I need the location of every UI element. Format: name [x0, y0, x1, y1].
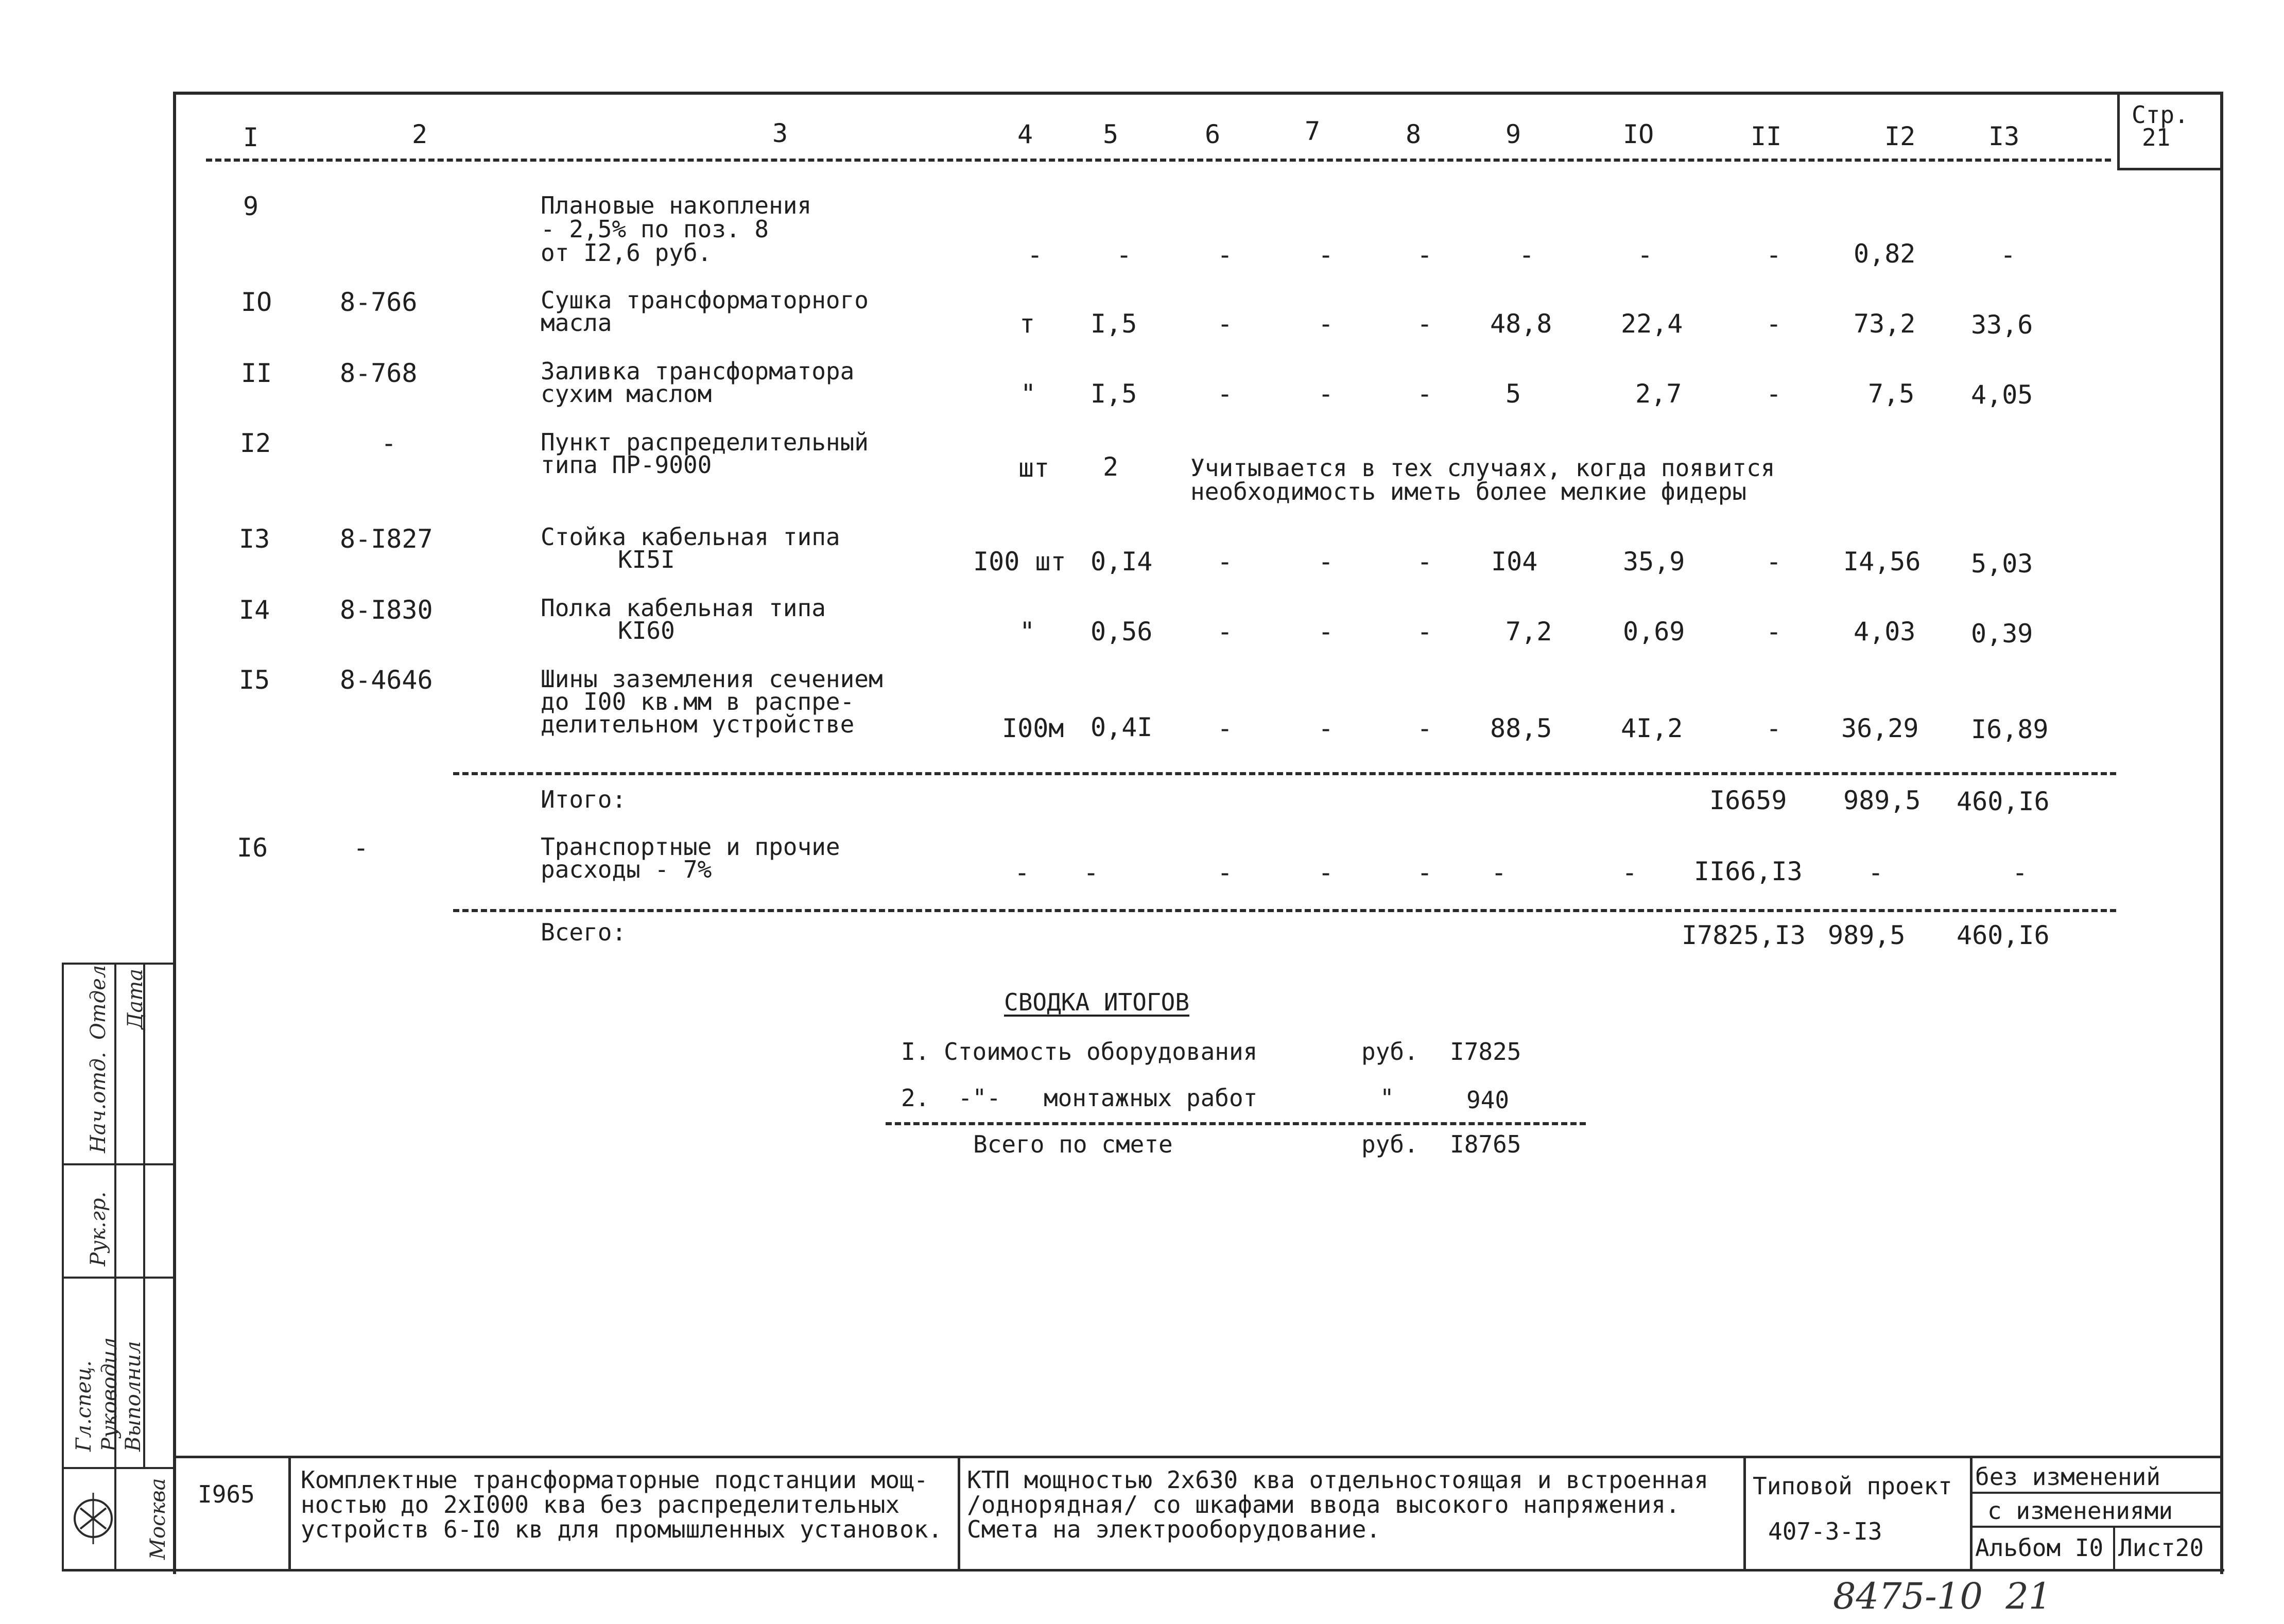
side-label: Отдел	[86, 965, 110, 1040]
cell-col10: 4I,2	[1621, 713, 1683, 743]
cell-unit: I00м	[1002, 713, 1064, 743]
cell-col8: -	[1417, 379, 1433, 409]
row-name-line: до I00 кв.мм в распре-	[541, 688, 855, 715]
row-name-line: Стойка кабельная типа	[541, 523, 840, 551]
cell-dash: -	[1491, 858, 1507, 887]
cell-col9: I04	[1491, 547, 1538, 577]
frame-right	[2220, 92, 2223, 1574]
row-note-line: Учитывается в тех случаях, когда появится	[1190, 454, 1775, 482]
frame-left	[173, 92, 176, 1574]
cell-col9: 5	[1506, 379, 1521, 409]
cell-col13: 33,6	[1971, 310, 2033, 340]
row-code: 8-4646	[340, 665, 433, 695]
cell-col11: -	[1766, 713, 1782, 743]
row-code: 8-766	[340, 287, 418, 317]
col-header-12: I2	[1884, 121, 1916, 151]
cell-col11: -	[1766, 379, 1782, 409]
side-stamp-sep	[62, 1277, 175, 1279]
side-city: Москва	[146, 1478, 170, 1560]
row-name-line: делительном устройстве	[541, 710, 855, 738]
itogo-label: Итого:	[541, 785, 627, 813]
stamp-with-change: с изменениями	[1987, 1497, 2173, 1525]
cell-col7: -	[1318, 379, 1334, 409]
cell-unit: I00 шт	[973, 547, 1066, 577]
cell-col13: -	[2000, 240, 2016, 270]
cell-col13: 4,05	[1971, 380, 2033, 410]
side-stamp-sep	[62, 1163, 175, 1165]
cell-col13: -	[2012, 858, 2028, 887]
cell-qty: 0,4I	[1091, 712, 1153, 742]
cell-unit: шт	[1018, 453, 1050, 483]
stamp-desc-line: ностью до 2хI000 ква без распределительных	[301, 1491, 900, 1518]
title-block-sep	[1970, 1526, 2223, 1528]
col-header-5: 5	[1103, 119, 1119, 149]
cell-unit: "	[1020, 379, 1036, 409]
cell-col9: -	[1519, 240, 1535, 270]
cell-col7: -	[1318, 240, 1334, 270]
cell-col10: 2,7	[1635, 379, 1682, 409]
side-stamp-sep	[62, 1467, 175, 1469]
row-code: -	[353, 833, 369, 863]
col-header-3: 3	[772, 118, 788, 148]
page-label: Стр.	[2132, 101, 2189, 129]
col-header-1: I	[243, 123, 259, 152]
row-name-line: Транспортные и прочие	[541, 833, 840, 861]
page-box-bottom	[2117, 168, 2223, 170]
summary-line-unit: руб.	[1361, 1038, 1418, 1066]
cell-qty: I,5	[1091, 379, 1137, 409]
cell-col6: -	[1217, 547, 1233, 577]
row-number: I4	[239, 595, 270, 625]
cell-col12: 7,5	[1868, 379, 1915, 409]
row-note-line: необходимость иметь более мелкие фидеры	[1190, 478, 1747, 505]
frame-top	[173, 92, 2223, 95]
col-header-10: IO	[1623, 119, 1654, 149]
cell-col10: 0,69	[1623, 617, 1685, 647]
title-block-sep	[1970, 1492, 2223, 1494]
row-name-line: сухим маслом	[541, 380, 712, 408]
cell-col6: -	[1217, 240, 1233, 270]
row-number: I2	[240, 428, 271, 458]
stamp-year: I965	[198, 1480, 255, 1508]
row-name-line: Полка кабельная типа	[541, 594, 826, 622]
cell-qty: 0,I4	[1091, 547, 1153, 577]
stamp-desc-line: устройств 6-I0 кв для промышленных установок.	[301, 1515, 943, 1543]
cell-col11: -	[1766, 547, 1782, 577]
cell-dash: -	[1083, 858, 1099, 887]
cell-col9: 7,2	[1506, 617, 1552, 647]
cell-col12: 73,2	[1854, 309, 1916, 339]
cell-col7: -	[1318, 547, 1334, 577]
cell-qty: 0,56	[1091, 617, 1153, 647]
cell-dash: -	[1417, 858, 1433, 887]
summary-total-unit: руб.	[1361, 1130, 1418, 1158]
row-number: I3	[239, 524, 270, 554]
handwritten-number: 8475-10 21	[1833, 1575, 2052, 1617]
summary-divider	[886, 1122, 1586, 1125]
cell-col9: 88,5	[1490, 713, 1552, 743]
cell-col6: -	[1217, 713, 1233, 743]
side-label: Руководил	[98, 1337, 122, 1452]
col-header-13: I3	[1988, 121, 2020, 151]
itogo-col11: I6659	[1709, 785, 1787, 815]
cell-col13: 5,03	[1971, 549, 2033, 579]
side-label: Выполнил	[122, 1341, 145, 1452]
stamp-project-label: Типовой проект	[1753, 1472, 1952, 1500]
cell-col13: I6,89	[1971, 714, 2049, 744]
row-number: IO	[241, 287, 272, 317]
side-stamp-col1	[62, 963, 64, 1570]
side-label: Нач.отд.	[86, 1052, 110, 1153]
col-header-2: 2	[412, 119, 428, 149]
summary-title: СВОДКА ИТОГОВ	[1004, 988, 1190, 1016]
cell-qty: 2	[1103, 452, 1119, 482]
row-name-line: Плановые накопления	[541, 191, 812, 219]
title-block-div	[1743, 1456, 1746, 1569]
row-name-line: - 2,5% по поз. 8	[541, 215, 769, 243]
vsego-divider	[453, 909, 2116, 912]
cell-col7: -	[1318, 309, 1334, 339]
row-code: 8-I827	[340, 524, 433, 554]
cell-dash: -	[1116, 240, 1132, 270]
cell-unit: т	[1019, 309, 1035, 339]
row-name-line: типа ПР-9000	[541, 451, 712, 479]
row-code: -	[381, 428, 397, 458]
row-name-line: Сушка трансформаторного	[541, 286, 869, 314]
summary-line-value: I7825	[1450, 1038, 1521, 1066]
itogo-divider	[453, 772, 2116, 775]
cell-col10: 22,4	[1621, 309, 1683, 339]
stamp-ktp-line: КТП мощностью 2х630 ква отдельностоящая и встроенная	[967, 1466, 1709, 1494]
summary-line-value: 940	[1466, 1086, 1510, 1114]
stamp-ktp-line: Смета на электрооборудование.	[967, 1515, 1381, 1543]
cell-col11: -	[1766, 240, 1782, 270]
page-number: 21	[2142, 124, 2171, 151]
itogo-col13: 460,I6	[1957, 787, 2050, 816]
cell-unit: "	[1019, 617, 1035, 647]
frame-bottom	[62, 1569, 2224, 1571]
cell-col6: -	[1217, 617, 1233, 647]
summary-line-text: 2. -"- монтажных работ	[901, 1084, 1258, 1112]
col-header-11: II	[1751, 121, 1782, 151]
vsego-col11: I7825,I3	[1682, 920, 1806, 950]
summary-line-unit: "	[1380, 1084, 1394, 1112]
header-divider	[206, 159, 2111, 162]
cell-dash: -	[1318, 858, 1334, 887]
col-header-9: 9	[1506, 119, 1521, 149]
cell-dash: -	[1014, 858, 1030, 887]
cell-col12: 4,03	[1854, 617, 1916, 647]
stamp-desc-line: Комплектные трансформаторные подстанции мощ-	[301, 1466, 928, 1494]
summary-line-text: I. Стоимость оборудования	[901, 1038, 1258, 1066]
stamp-sheet: Лист20	[2118, 1534, 2204, 1562]
title-block-div	[288, 1456, 291, 1569]
summary-total-text: Всего по смете	[973, 1130, 1173, 1158]
col-header-4: 4	[1017, 119, 1033, 149]
cell-col10: 35,9	[1623, 547, 1685, 577]
cell-col8: -	[1417, 547, 1433, 577]
cell-col11: -	[1766, 309, 1782, 339]
cell-col9: 48,8	[1490, 309, 1552, 339]
cell-col8: -	[1417, 309, 1433, 339]
cell-col12: 36,29	[1841, 713, 1919, 743]
row-name-line: Пункт распределительный	[541, 428, 869, 456]
side-label: Дата	[124, 968, 147, 1029]
title-block-div	[958, 1456, 960, 1569]
side-label: Рук.гр.	[86, 1191, 110, 1266]
cell-col12: I4,56	[1843, 547, 1921, 577]
row-name-line: Заливка трансформатора	[541, 357, 855, 385]
institute-logo-icon	[70, 1477, 116, 1560]
cell-dash: -	[1622, 858, 1638, 887]
stamp-project-number: 407-3-I3	[1768, 1517, 1882, 1545]
title-block-div	[1970, 1456, 1972, 1569]
side-stamp-top	[62, 963, 175, 965]
row-number: II	[241, 358, 272, 388]
cell-col8: -	[1417, 617, 1433, 647]
row-name-line: Шины заземления сечением	[541, 665, 883, 693]
cell-col10: -	[1637, 240, 1653, 270]
itogo-col12: 989,5	[1843, 785, 1921, 815]
cell-col12: 0,82	[1854, 239, 1916, 269]
cell-col8: -	[1417, 240, 1433, 270]
cell-col7: -	[1318, 713, 1334, 743]
cell-col11: II66,I3	[1694, 857, 1803, 886]
col-header-6: 6	[1205, 119, 1221, 149]
cell-col6: -	[1217, 379, 1233, 409]
cell-dash: -	[1217, 858, 1233, 887]
row-number: I6	[237, 833, 268, 863]
cell-col6: -	[1217, 309, 1233, 339]
vsego-label: Всего:	[541, 918, 627, 946]
cell-col13: 0,39	[1971, 619, 2033, 649]
stamp-ktp-line: /однорядная/ со шкафами ввода высокого напряжения.	[967, 1491, 1680, 1518]
cell-col7: -	[1318, 617, 1334, 647]
row-number: I5	[239, 665, 270, 695]
row-code: 8-768	[340, 358, 418, 388]
col-header-7: 7	[1305, 116, 1321, 146]
page-box-left	[2117, 92, 2120, 169]
row-name-line: KI60	[618, 617, 675, 644]
side-label: Гл.спец.	[72, 1360, 96, 1452]
row-name-line: KI5I	[618, 546, 675, 573]
vsego-col13: 460,I6	[1957, 920, 2050, 950]
row-number: 9	[243, 191, 259, 221]
title-block-div	[2113, 1526, 2115, 1569]
title-block-top	[173, 1456, 2223, 1458]
summary-total-value: I8765	[1450, 1130, 1521, 1158]
cell-col12: -	[1868, 858, 1884, 887]
cell-qty: I,5	[1091, 309, 1137, 339]
cell-col8: -	[1417, 713, 1433, 743]
cell-qty: -	[1027, 240, 1043, 270]
col-header-8: 8	[1406, 119, 1422, 149]
row-name-line: масла	[541, 309, 612, 337]
stamp-no-change: без изменений	[1975, 1463, 2161, 1491]
cell-col11: -	[1766, 617, 1782, 647]
row-name-line: расходы - 7%	[541, 855, 712, 883]
row-name-line: от I2,6 руб.	[541, 239, 712, 267]
stamp-album: Альбом I0	[1975, 1534, 2104, 1562]
vsego-col12: 989,5	[1828, 920, 1906, 950]
row-code: 8-I830	[340, 595, 433, 625]
